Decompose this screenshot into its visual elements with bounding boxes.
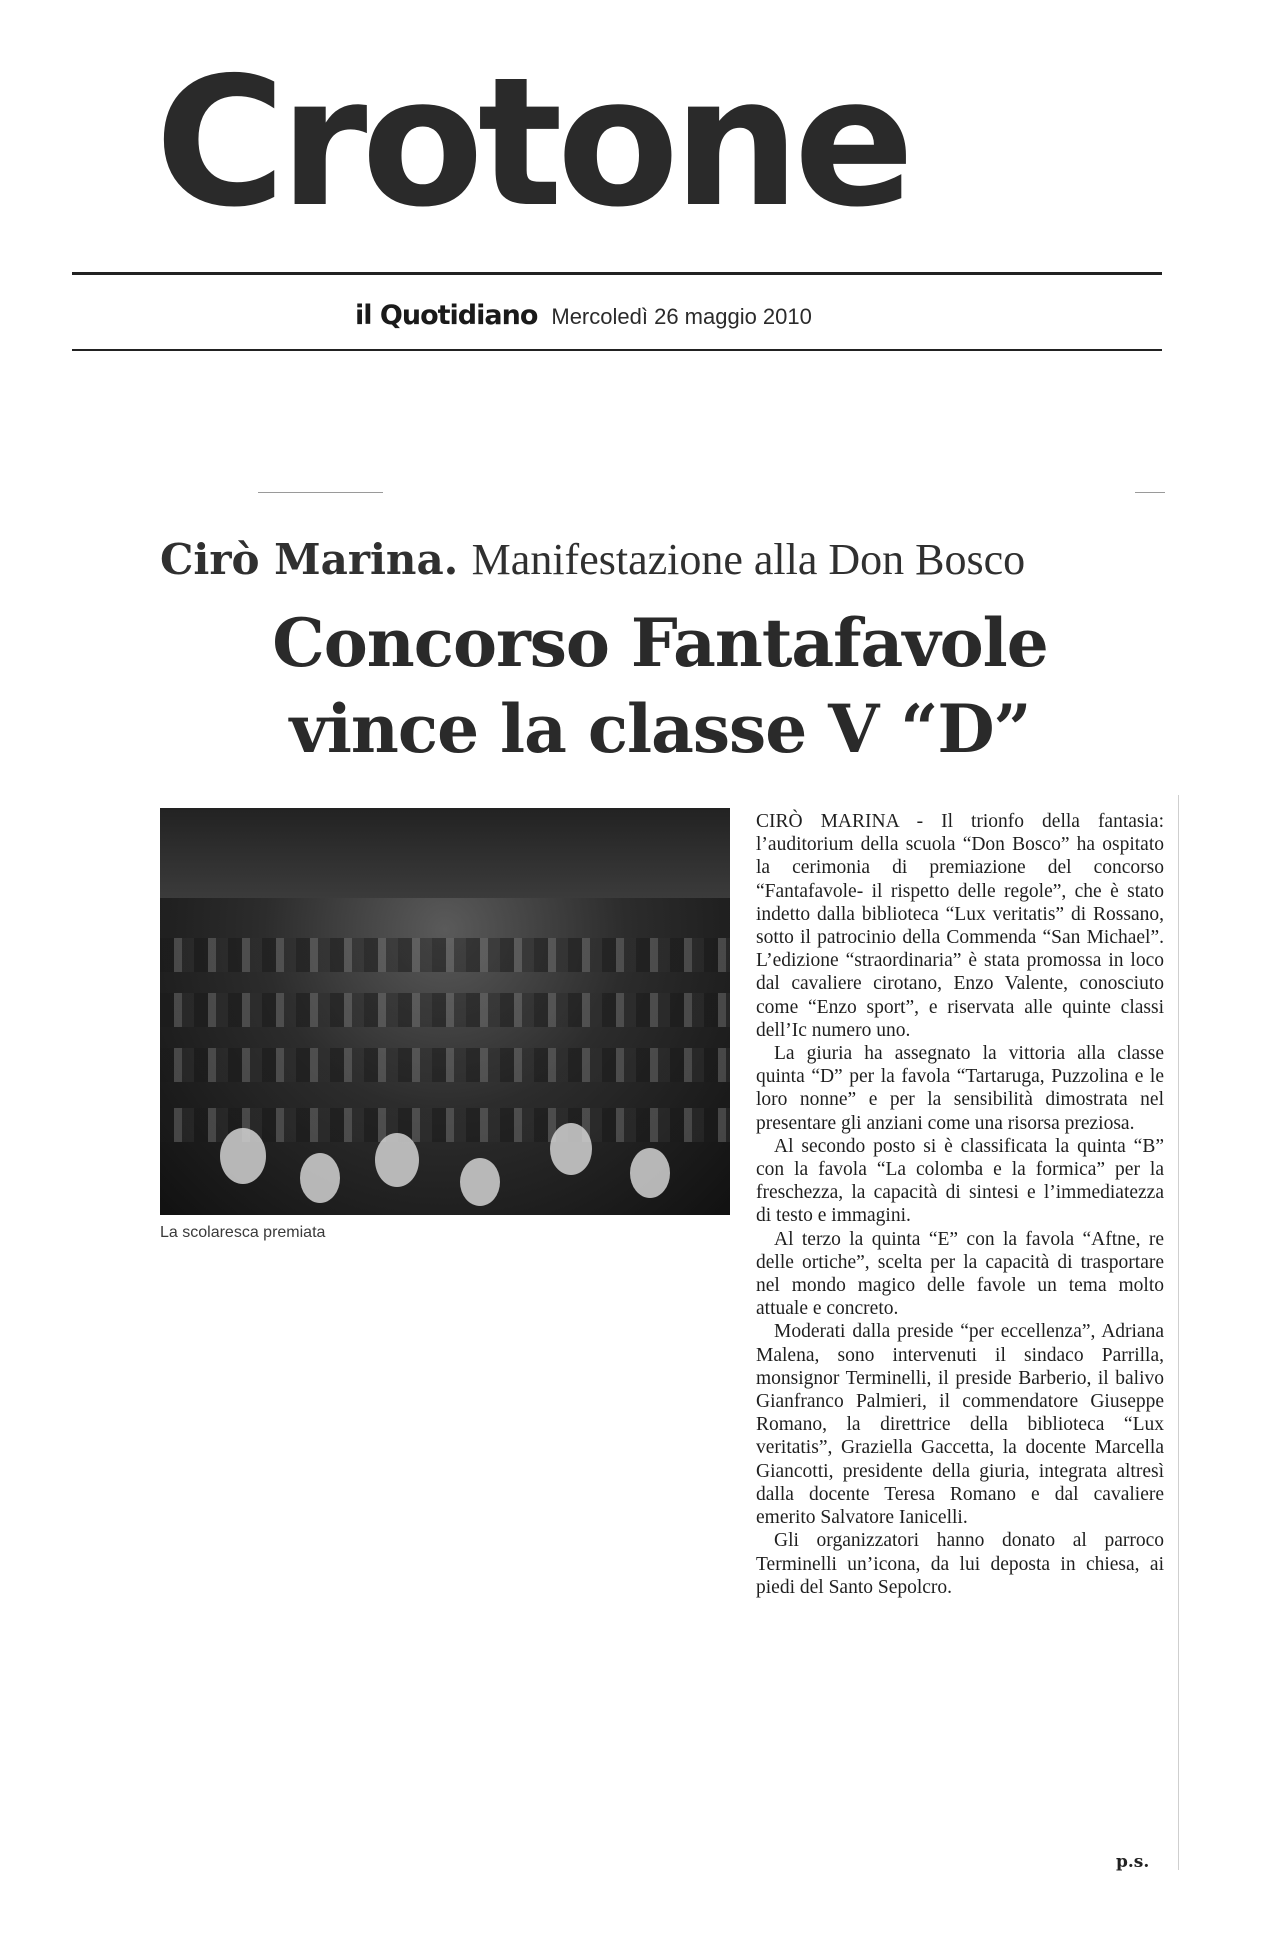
kicker-topic: Manifestazione alla Don Bosco [471,535,1026,584]
kicker-place: Cirò Marina. [160,535,459,584]
photo-crowd-row [160,993,730,1027]
photo-caption: La scolaresca premiata [160,1224,326,1241]
divider-left [258,492,383,493]
photo-face [220,1128,266,1184]
author-signature: p.s. [1116,1852,1150,1872]
headline-line-1: Concorso Fantafavole [272,604,1048,682]
divider-right [1135,492,1165,493]
photo-crowd-row [160,938,730,972]
photo-face [630,1148,670,1198]
article-photo [160,808,730,1215]
article-paragraph: Al secondo posto si è classificata la quinta “B” con la favola “La colomba e la formica” per la freschezza, la capacità di sintesi e l’immediatezza di testo e immagini. [756,1135,1164,1227]
article-paragraph: Al terzo la quinta “E” con la favola “Aftne, re delle ortiche”, scelta per la capacità di trasportare nel mondo magico delle favole un tema molto attuale e concreto. [756,1228,1164,1320]
article-kicker [160,535,1025,585]
section-masthead: Crotone [155,39,909,246]
photo-face [460,1158,500,1206]
article-paragraph: La giuria ha assegnato la vittoria alla classe quinta “D” per la favola “Tartaruga, Puzzolina e le loro nonne” e per la sensibilità dimostrata nel presentare gli anziani come una risorsa preziosa. [756,1043,1164,1134]
dateline [355,300,812,340]
column-rule [1178,795,1179,1870]
photo-crowd-row [160,1048,730,1082]
article-headline [160,600,1160,772]
photo-face [375,1133,419,1187]
photo-face [300,1153,340,1203]
newspaper-name: il Quotidiano [355,300,538,331]
article-body [756,810,1164,1599]
photo-face [550,1123,592,1175]
article-paragraph: Moderati dalla preside “per eccellenza”, Adriana Malena, sono intervenuti il sindaco Parrilla, monsignor Terminelli, il preside Barberio, il balivo Gianfranco Palmieri, il commendatore Giuseppe Romano, la direttrice della biblioteca “Lux veritatis”, Graziella Gaccetta, la docente Marcella Giancotti, presidente della giuria, integrata altresì dalla docente Teresa Romano e dal cavaliere emerito Salvatore Ianicelli. [756,1321,1164,1529]
article-paragraph: Gli organizzatori hanno donato al parroco Terminelli un’icona, da lui deposta in chiesa, ai piedi del Santo Sepolcro. [756,1530,1164,1598]
masthead-rule-top [72,272,1162,275]
headline-line-2: vince la classe V “D” [289,690,1031,768]
masthead-rule-bottom [72,349,1162,351]
photo-ceiling [160,808,730,898]
publication-date: Mercoledì 26 maggio 2010 [551,304,812,329]
article-paragraph: CIRÒ MARINA - Il trionfo della fantasia: l’auditorium della scuola “Don Bosco” ha ospitato la cerimonia di premiazione del concorso “Fantafavole- il rispetto delle regole”, che è stato indetto dalla biblioteca “Lux veritatis” di Rossano, sotto il patrocinio della Commenda “San Michael”. L’edizione “straordinaria” è stata promossa in loco dal cavaliere cirotano, Enzo Valente, conosciuto come “Enzo sport”, e riservata alle quinte classi dell’Ic numero uno. [756,811,1164,1041]
